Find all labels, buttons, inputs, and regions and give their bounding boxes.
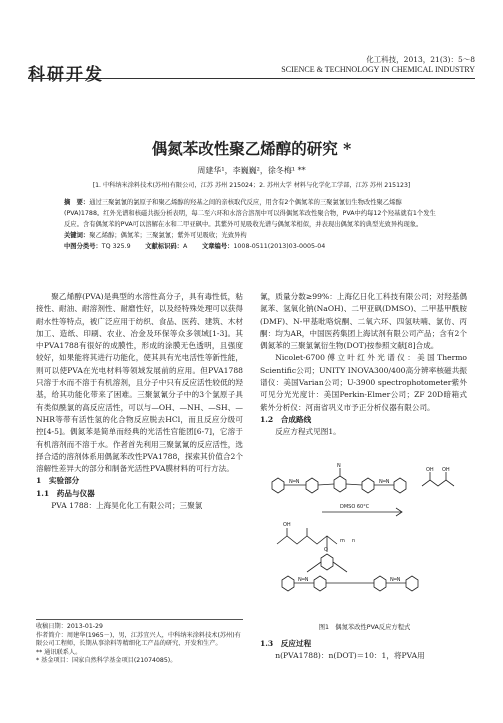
benzene-ring: [362, 478, 374, 493]
label-rxn-condition: DMSO 60°C: [340, 504, 370, 510]
section-1-heading: 1 实验部分: [36, 476, 80, 486]
classification-line: 中图分类号：TQ 325.9 文献标识码：A 文章编号：1008-0511(2013)03-0005-04: [64, 243, 326, 250]
section-1-2-text: 反应方程式见图1。: [275, 427, 341, 437]
label-nn: N═N: [379, 479, 390, 485]
journal-cn: 化工科技，2013，21(3)：5～8: [366, 55, 475, 64]
benzene-ring: [374, 576, 386, 591]
abstract-block: [64, 197, 439, 252]
fund-note: * 基金项目：国家自然科学基金项目(21074085)。: [36, 657, 177, 665]
label-oh: OH: [442, 467, 450, 473]
abstract-text: 摘 要：通过三聚氯氰的氯原子和聚乙烯醇的羟基之间的亲核取代反应，用含有2个偶氮苯的三聚氯氰衍生物改性聚乙烯醇(PVA)1788。红外光谱和核磁共振分析表明，每二至六环和水溶合溶剂中可以得偶氮苯改性聚合物，PVA中约每12个羟基就有1个发生反应。含有偶氮苯的PVA可以溶解在水和二甲亚砜中。其紫外可见吸收光谱与偶氮苯相似，并表现出偶氮苯的典型光致异构现象。: [64, 199, 436, 228]
label-oh: OH: [283, 522, 291, 528]
section-1-2-heading: 1.2 合成路线: [260, 414, 312, 424]
paper-title: 偶氮苯改性聚乙烯醇的研究 *: [151, 139, 352, 158]
header-rule: [28, 78, 475, 79]
keywords: 关键词：聚乙烯醇；偶氮苯；三聚氯氰；紫外可见吸收；光致异构: [64, 232, 247, 239]
label-n: N: [337, 463, 341, 469]
benzene-ring: [314, 576, 326, 591]
section-1-1-heading: 1.1 药品与仪器: [36, 488, 95, 498]
footnote-block: [36, 619, 243, 666]
received-date: 收稿日期：2013-01-29: [36, 623, 103, 630]
right-column: [260, 291, 467, 439]
paper-authors: 周建华¹，李巍巍²，徐冬梅¹ **: [197, 166, 306, 175]
corresponding-note: ** 通讯联系人。: [36, 648, 82, 656]
benzene-ring: [282, 576, 294, 591]
paper-affiliation: [1. 中科纳米涂料技术(苏州)有限公司，江苏 苏州 215024；2. 苏州大学 材料与化学化工学部，江苏 苏州 215123]: [92, 182, 411, 189]
label-nn: N═N: [390, 577, 401, 583]
label-nn: N═N: [289, 479, 300, 485]
benzene-ring: [394, 478, 406, 493]
header-section-label: 科研开发: [28, 65, 104, 85]
instruments-text: Nicolet-6700傅立叶红外光谱仪：美国Thermo Scientific公司；UNITY INOVA300/400高分辨率核磁共振谱仪：美国Varian公司；U-3900 spectrophotometer紫外可见分光光度计：美国Perkin-Elmer公司；ZF 20D暗箱式紫外分析仪：河南省巩义市予正分析仪器有限公司。: [260, 353, 467, 412]
left-column: [36, 291, 243, 512]
journal-info: [281, 55, 475, 75]
section-1-3-text: n(PVA1788)：n(DOT)＝10：1，将PVA用: [275, 651, 425, 661]
triazine-ring: [321, 554, 333, 570]
materials-continued: 氰，质量分数≥99%：上海亿日化工科技有限公司；对羟基偶氮苯、氢氧化钠(NaOH)、二甲亚砜(DMSO)、二甲基甲酰胺(DMF)、N-甲基吡咯烷酮、二氧六环、四氢呋喃、氯仿、丙酮：均为AR，中国医药集团上海试剂有限公司产品；含有2个偶氮苯的三聚氯氰衍生物(DOT)按参照文献[8]合成。: [260, 292, 467, 351]
reaction-scheme-figure: [262, 462, 467, 612]
benzene-ring: [306, 478, 318, 493]
label-o: O: [324, 547, 328, 553]
label-m: m: [340, 538, 345, 544]
label-oh: OH: [426, 467, 434, 473]
section-1-1-text: PVA 1788：上海昊化化工有限公司；三聚氯: [51, 501, 203, 511]
right-column-bottom: [260, 638, 467, 663]
figure-caption: 图1 偶氮苯改性PVA反应方程式: [318, 624, 411, 631]
author-intro: 作者简介：周建华(1965－)，男，江苏宜兴人，中科纳米涂料技术(苏州)有限公司工程师，长期从事涂料等精细化工产品的研究、开发和生产。: [36, 631, 241, 648]
triazine-ring: [334, 476, 346, 492]
label-nn: N═N: [298, 577, 309, 583]
benzene-ring: [406, 576, 418, 591]
section-1-3-heading: 1.3 反应过程: [260, 639, 312, 648]
journal-en: SCIENCE & TECHNOLOGY IN CHEMICAL INDUSTRY: [281, 65, 475, 74]
intro-paragraph: 聚乙烯醇(PVA)是典型的水溶性高分子，具有毒性低，粘接性、耐油、耐溶剂性、耐磨性好，以及经特殊处理可以获得耐水性等特点，被广泛应用于纺织、食品、医药、建筑、木材加工、造纸、印刷、农业、冶金及环保等众多领域[1-3]。其中PVA1788有很好的成膜性，形成的涂膜无色透明，且强度较好，如果能将其进行功能化，使其具有光电活性等新性能，则可以使PVA在光电材料等领域发展前的应用。但PVA1788只溶于水而不溶于有机溶剂，且分子中只有反应活性较低的羟基，给其功能化带来了困难。三聚氯氰分子中的3个氯原子具有类似酰氯的高反应活性，可以与—OH、—NH、—SH、—NHR等带有活性氢的化合物反应脱去HCl，而且反应分级可控[4-5]。偶氮苯是简单而经典的光活性官能团[6-7]，它溶于有机溶剂而不溶于水。作者首先利用三聚氯氰的反应活性，选择合适的溶剂体系用偶氮苯改性PVA1788，探索其价值合2个溶解性差异大的部分和制备光活性PVA膜材料的可行方法。: [36, 292, 243, 474]
label-n-sub: n: [352, 538, 356, 544]
benzene-ring: [272, 478, 284, 493]
